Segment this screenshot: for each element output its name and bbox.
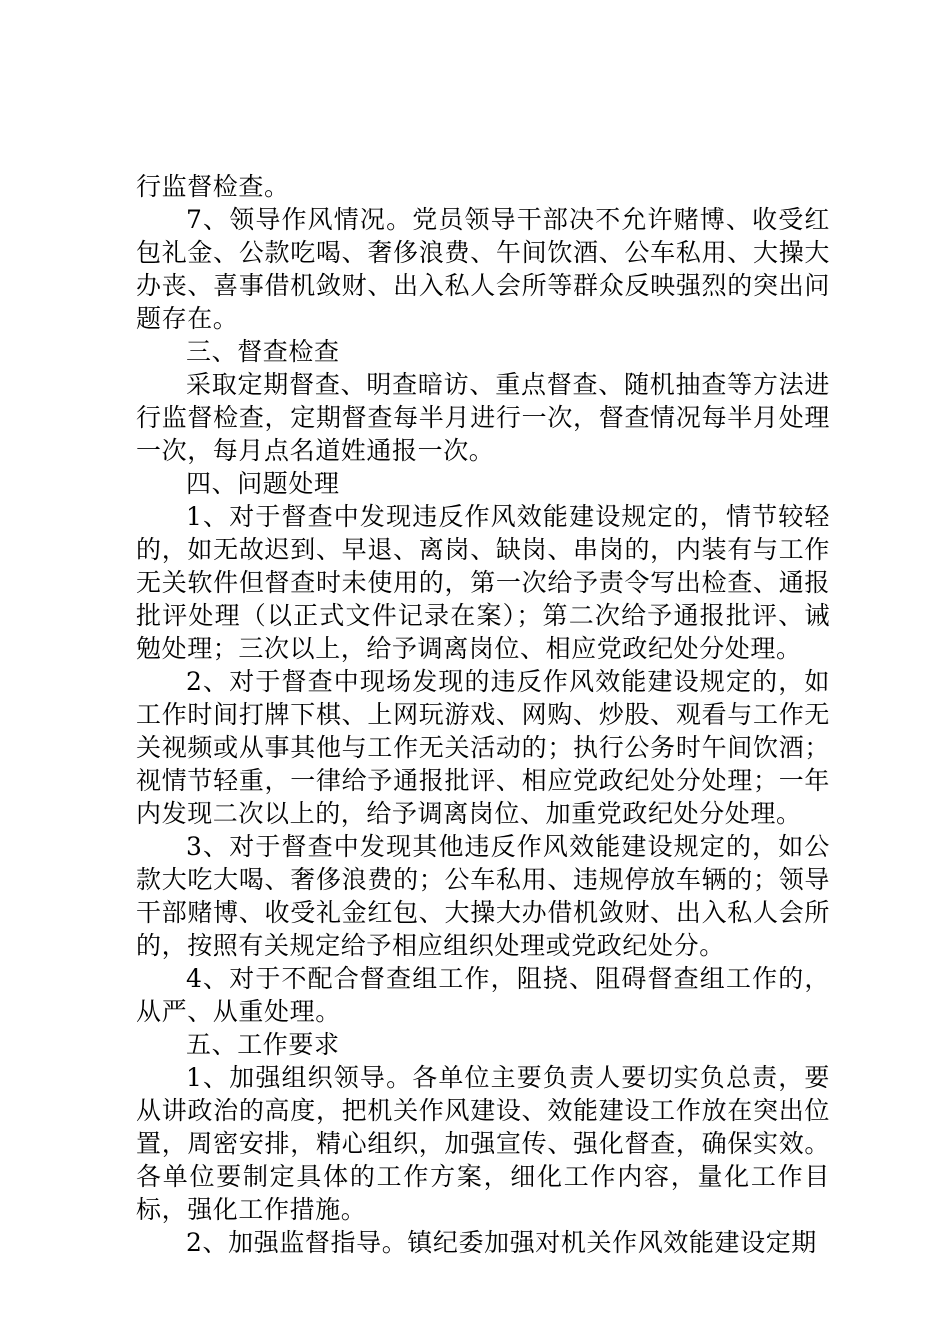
paragraph-continuation: 行监督检查。 — [136, 172, 290, 201]
paragraph-leadership-style: 7、领导作风情况。党员领导干部决不允许赌博、收受红包礼金、公款吃喝、奢侈浪费、午间饮酒、公车私用、大操大办丧、喜事借机敛财、出入私人会所等群众反映强烈的突出问题存在。 — [136, 205, 830, 333]
paragraph-requirement-item-2: 2、加强监督指导。镇纪委加强对机关作风效能建设定期 — [186, 1228, 817, 1257]
section-heading-inspection: 三、督查检查 — [186, 337, 340, 366]
paragraph-requirement-item-1: 1、加强组织领导。各单位主要负责人要切实负总责，要从讲政治的高度，把机关作风建设、效能建设工作放在突出位置，周密安排，精心组织，加强宣传、强化督查，确保实效。各单位要制定具体的工作方案，细化工作内容，量化工作目标，强化工作措施。 — [136, 1063, 830, 1224]
section-heading-work-requirements: 五、工作要求 — [186, 1030, 340, 1059]
paragraph-handling-item-2: 2、对于督查中现场发现的违反作风效能建设规定的，如工作时间打牌下棋、上网玩游戏、网购、炒股、观看与工作无关视频或从事其他与工作无关活动的；执行公务时午间饮酒；视情节轻重，一律给予通报批评、相应党政纪处分处理；一年内发现二次以上的，给予调离岗位、加重党政纪处分处理。 — [136, 667, 830, 828]
paragraph-handling-item-3: 3、对于督查中发现其他违反作风效能建设规定的，如公款大吃大喝、奢侈浪费的；公车私用、违规停放车辆的；领导干部赌博、收受礼金红包、大操大办借机敛财、出入私人会所的，按照有关规定给予相应组织处理或党政纪处分。 — [136, 832, 830, 960]
paragraph-handling-item-4: 4、对于不配合督查组工作，阻挠、阻碍督查组工作的，从严、从重处理。 — [136, 964, 830, 1026]
paragraph-inspection-methods: 采取定期督查、明查暗访、重点督查、随机抽查等方法进行监督检查，定期督查每半月进行一次，督查情况每半月处理一次，每月点名道姓通报一次。 — [136, 370, 830, 465]
document-body — [136, 170, 830, 1259]
section-heading-problem-handling: 四、问题处理 — [186, 469, 340, 498]
paragraph-handling-item-1: 1、对于督查中发现违反作风效能建设规定的，情节较轻的，如无故迟到、早退、离岗、缺岗、串岗的，内装有与工作无关软件但督查时未使用的，第一次给予责令写出检查、通报批评处理（以正式文件记录在案）；第二次给予通报批评、诫勉处理；三次以上，给予调离岗位、相应党政纪处分处理。 — [136, 502, 830, 663]
